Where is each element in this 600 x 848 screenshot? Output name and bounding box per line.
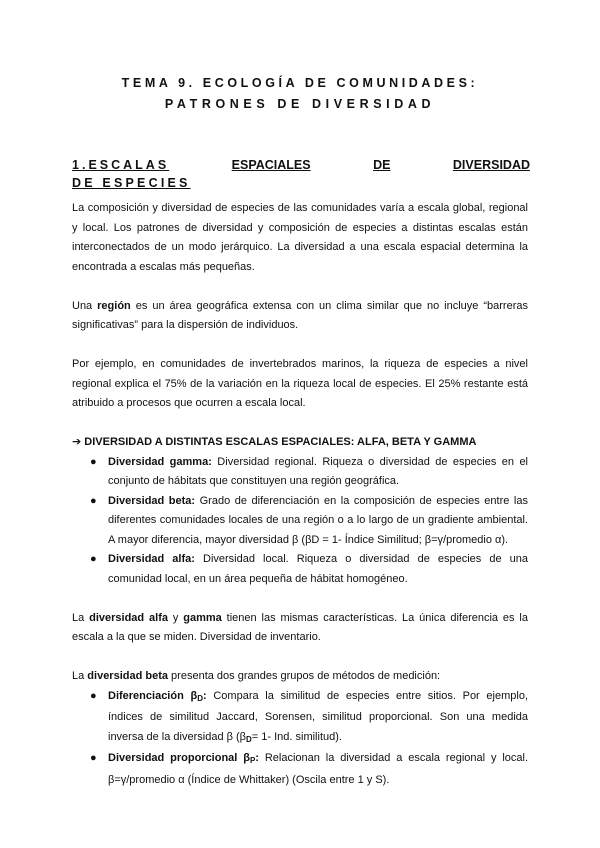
title-line-2: PATRONES DE DIVERSIDAD bbox=[164, 97, 436, 111]
list-item: ● Diversidad alfa: Diversidad local. Riqueza o diversidad de especies de una comunidad local, en un área pequeña de hábitat homogéneo. bbox=[108, 550, 528, 589]
section-word: ESPACIALES bbox=[231, 158, 311, 172]
bullet-icon: ● bbox=[90, 553, 97, 565]
section-heading-line-2: DE ESPECIES bbox=[72, 176, 191, 190]
section-word: 1.ESCALAS bbox=[72, 158, 170, 172]
paragraph: Una región es un área geográfica extensa con un clima similar que no incluye “barreras significativas” para la dispersión de individuos. bbox=[72, 299, 528, 331]
paragraph: La diversidad alfa y gamma tienen las mismas características. La única diferencia es la escala a la que se miden. Diversidad de inventario. bbox=[72, 611, 528, 643]
bullet-icon: ● bbox=[90, 752, 97, 764]
paragraph: Por ejemplo, en comunidades de invertebrados marinos, la riqueza de especies a nivel regional explica el 75% de la variación en la riqueza local de especies. El 25% restante está atribuido a procesos que ocurren a escala local. bbox=[72, 358, 528, 409]
title-line-1: TEMA 9. ECOLOGÍA DE COMUNIDADES: bbox=[121, 76, 479, 90]
section-heading bbox=[72, 158, 530, 190]
body-text bbox=[72, 199, 528, 790]
section-word: DIVERSIDAD bbox=[452, 158, 530, 172]
paragraph: La diversidad beta presenta dos grandes grupos de métodos de medición: bbox=[72, 670, 441, 682]
bullet-icon: ● bbox=[90, 455, 97, 468]
list-item: ● Diversidad beta: Grado de diferenciación en la composición de especies entre las diferentes comunidades locales de una región o a lo largo de un gradiente ambiental. A mayor diferencia, mayor diversidad β (βD = 1- Índice Similitud; β=γ/promedio α). bbox=[108, 492, 528, 551]
bullet-list bbox=[72, 687, 528, 791]
list-item: ● Diversidad gamma: Diversidad regional. Riqueza o diversidad de especies en el conjunto de hábitats que constituyen una región geográfica. bbox=[108, 453, 528, 492]
bullet-icon: ● bbox=[90, 689, 97, 702]
bullet-icon: ● bbox=[90, 494, 97, 507]
subheading: ➔ DIVERSIDAD A DISTINTAS ESCALAS ESPACIALES: ALFA, BETA Y GAMMA bbox=[72, 436, 477, 448]
list-item: ● Diferenciación $\beta_D$: Compara la similitud de especies entre sitios. Por ejemplo, índices de similitud Jaccard, Sorensen, similitud proporcional. Son una medida inversa de la diversidad β ($\beta_D= 1-$ Ind. similitud). bbox=[108, 687, 528, 750]
section-word: DE bbox=[373, 158, 391, 172]
bullet-list bbox=[72, 453, 528, 590]
paragraph: La composición y diversidad de especies de las comunidades varía a escala global, regional y local. Los patrones de diversidad y composición de especies a distintas escalas están interconectados de un modo jerárquico. La diversidad a una escala espacial determina la encontrada a escalas más pequeñas. bbox=[72, 202, 528, 273]
list-item: ● Diversidad proporcional $\beta_P$: Relacionan la diversidad a escala regional y local. β=γ/promedio α (Índice de Whittaker) (Oscila entre 1 y S). bbox=[108, 749, 528, 790]
section-heading-line-1 bbox=[72, 158, 530, 172]
